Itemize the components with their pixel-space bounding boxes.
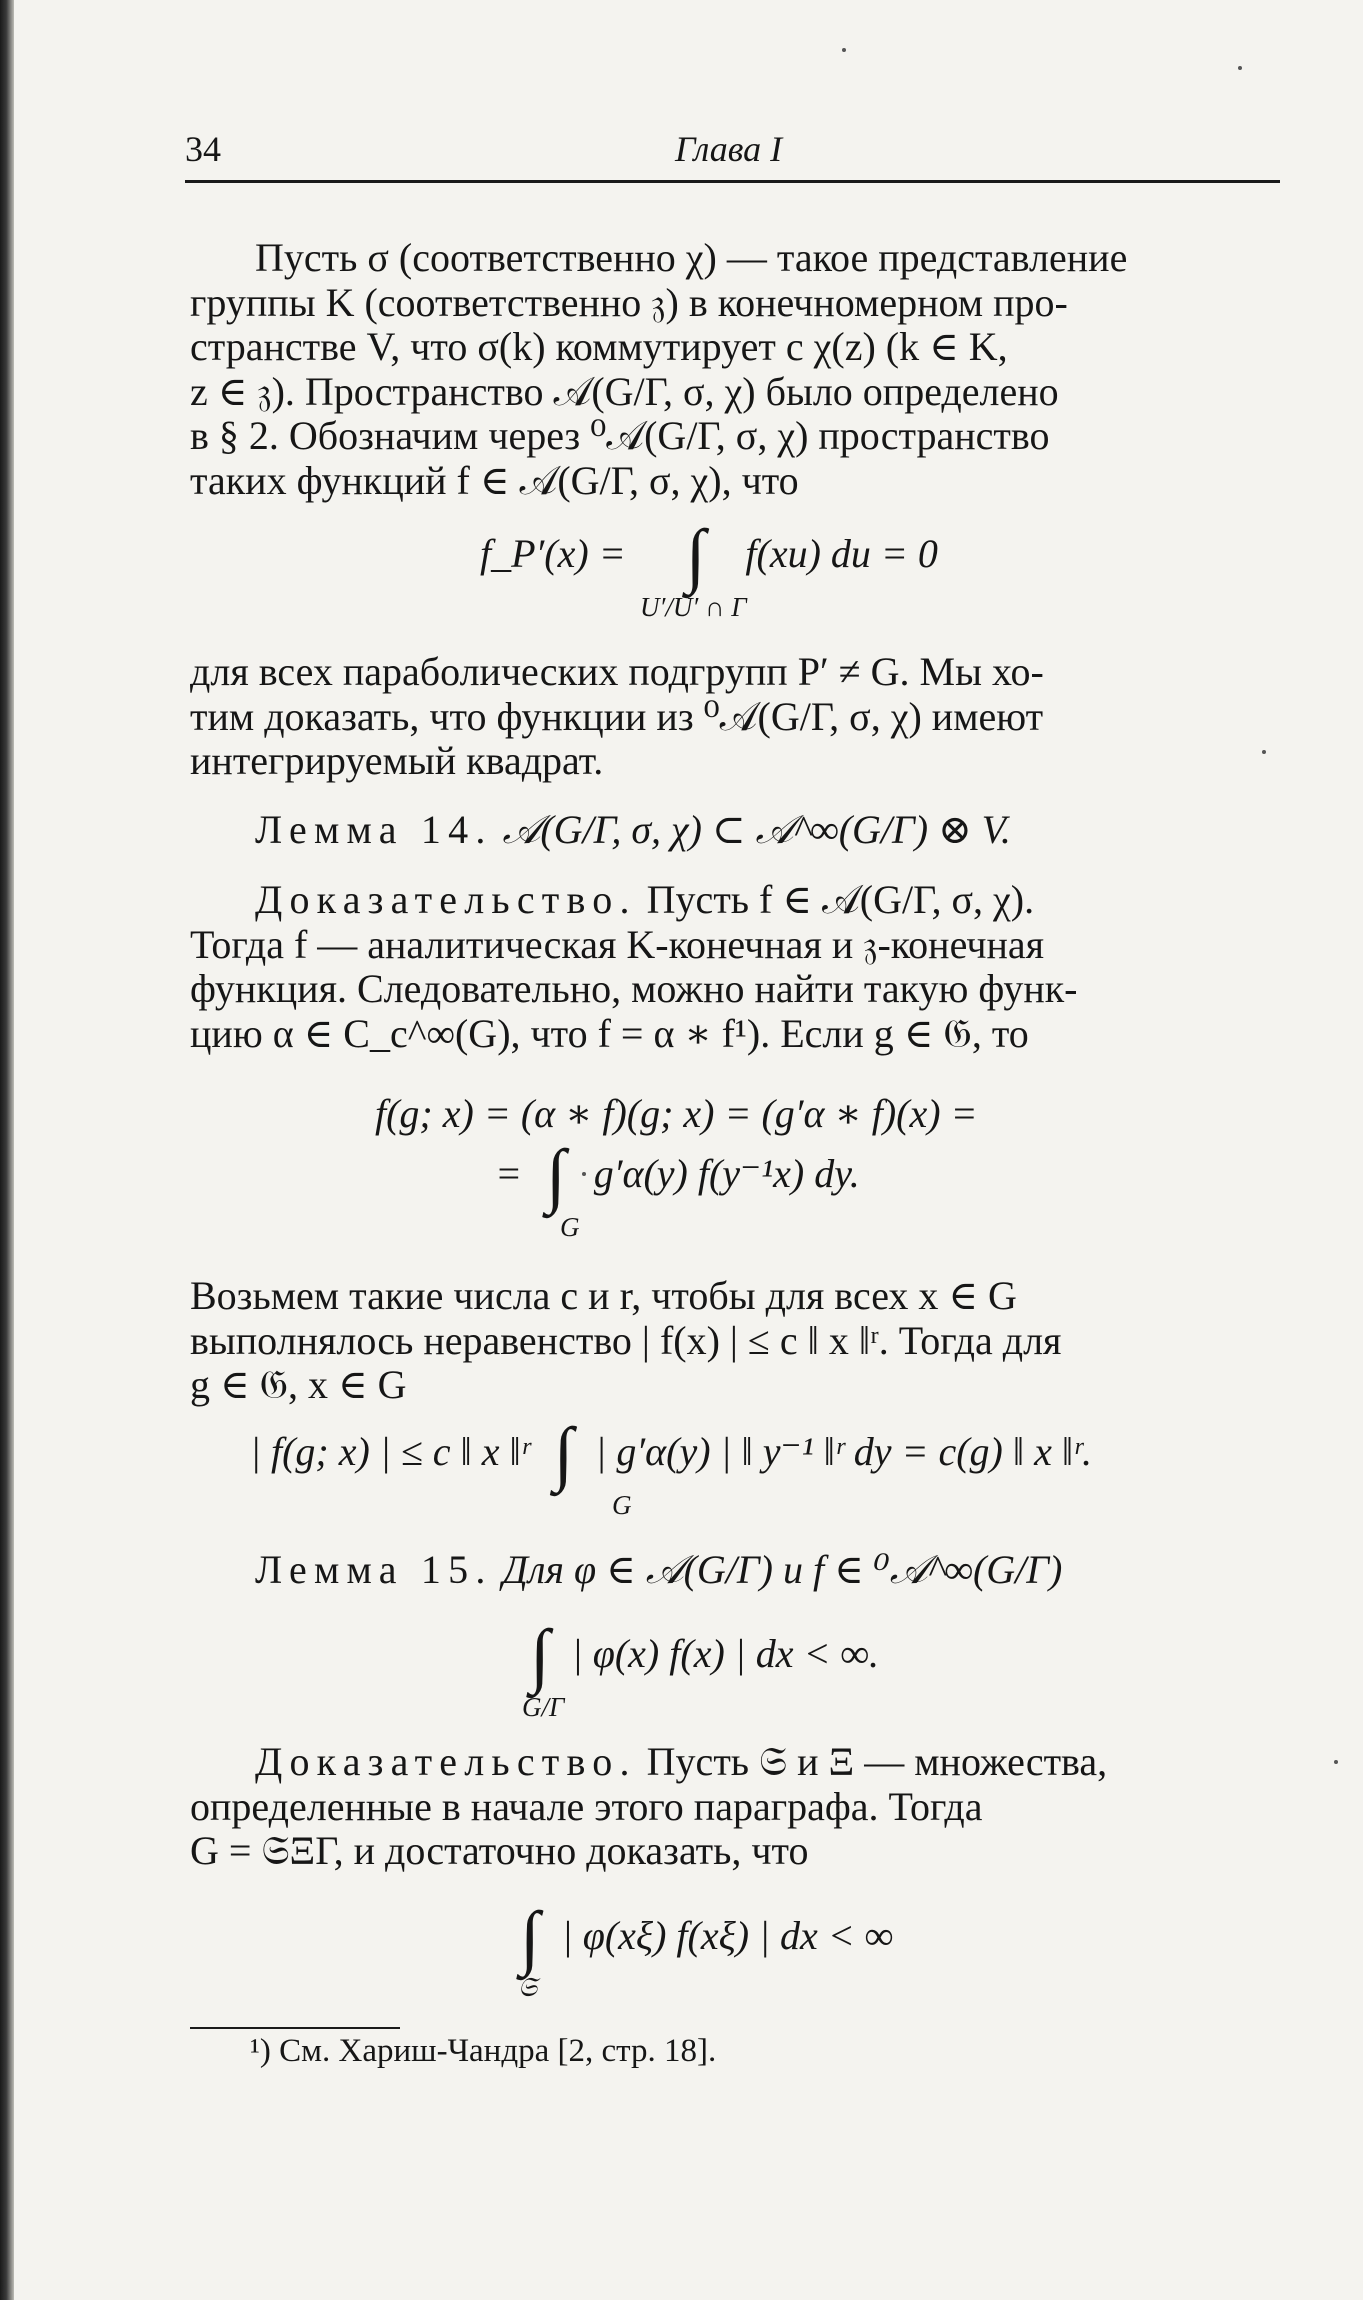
text-line: для всех параболических подгрупп P′ ≠ G. Мы хо- — [190, 649, 1044, 694]
chapter-title: Глава I — [675, 129, 783, 169]
text-line: определенные в начале этого параграфа. Тогда — [190, 1783, 983, 1829]
proof-label: Доказательство. — [255, 877, 637, 922]
scan-speck — [1334, 1760, 1338, 1764]
scan-speck — [842, 48, 846, 52]
formula-5 — [520, 1897, 894, 1977]
page-number: 34 — [185, 129, 221, 169]
text-line: Возьмем такие числа c и r, чтобы для всех x ∈ G — [190, 1273, 1017, 1318]
proof-label: Доказательство. — [255, 1739, 637, 1784]
header-rule — [185, 180, 1280, 183]
footnote-rule — [190, 2027, 400, 2029]
text-line: таких функций f ∈ 𝒜(G/Γ, σ, χ), что — [190, 457, 799, 503]
text-line: странстве V, что σ(k) коммутирует с χ(z) (k ∈ K, — [190, 324, 1008, 369]
integral-sign: ∫ — [685, 515, 706, 595]
proof-2 — [190, 1740, 1285, 1874]
text-line: Тогда f — аналитическая K-конечная и 𝔷-конечная — [190, 921, 1045, 967]
formula-integrand: | g′α(y) | ‖ y⁻¹ ‖ʳ dy = c(g) ‖ x ‖ʳ. — [595, 1429, 1092, 1474]
text-line: G = 𝔖ΞΓ, и достаточно доказать, что — [190, 1828, 809, 1873]
scan-speck — [582, 1172, 586, 1176]
integral-domain: G — [560, 1212, 580, 1242]
integral-domain: U′/U′ ∩ Γ — [640, 592, 747, 622]
lemma-statement: 𝒜(G/Γ, σ, χ) ⊂ 𝒜^∞(G/Γ) ⊗ V. — [502, 807, 1011, 852]
formula-4 — [530, 1615, 880, 1695]
formula-integrand: g′α(y) f(y⁻¹x) dy. — [593, 1151, 860, 1196]
formula-integrand: f(xu) du = 0 — [745, 531, 938, 576]
lemma-14 — [190, 808, 1285, 853]
formula-integrand: | φ(xξ) f(xξ) | dx < ∞ — [561, 1913, 894, 1958]
formula-integrand: | φ(x) f(x) | dx < ∞. — [571, 1631, 880, 1676]
formula-2-line-1: f(g; x) = (α ∗ f)(g; x) = (g′α ∗ f)(x) = — [375, 1091, 978, 1136]
lemma-label: Лемма 15. — [255, 1547, 493, 1592]
text-line: цию α ∈ C_c^∞(G), что f = α ∗ f¹). Если g ∈ 𝔊, то — [190, 1010, 1029, 1056]
formula-1 — [480, 515, 938, 595]
integral-sign: ∫ — [546, 1135, 566, 1215]
text-line: Пусть σ (соответственно χ) — такое представление — [255, 235, 1128, 280]
scan-edge — [0, 0, 14, 2300]
lemma-statement: Для φ ∈ 𝒜(G/Γ) и f ∈ ⁰𝒜^∞(G/Γ) — [502, 1547, 1063, 1592]
integral-domain: G/Γ — [522, 1692, 565, 1722]
integral-sign: ∫ — [530, 1615, 550, 1695]
text-line: выполнялось неравенство | f(x) | ≤ c ‖ x ‖ʳ. Тогда для — [190, 1317, 1062, 1363]
text-line: группы K (соответственно 𝔷) в конечномерном про- — [190, 279, 1068, 325]
text-line: интегрируемый квадрат. — [190, 738, 604, 783]
integral-domain: G — [612, 1490, 632, 1520]
lemma-15 — [190, 1548, 1285, 1593]
text-line: z ∈ 𝔷). Пространство 𝒜(G/Γ, σ, χ) было определено — [190, 368, 1059, 414]
scan-speck — [1238, 66, 1242, 70]
text-line: в § 2. Обозначим через ⁰𝒜(G/Γ, σ, χ) пространство — [190, 413, 1050, 458]
formula-3 — [250, 1413, 1092, 1493]
lemma-label: Лемма 14. — [255, 807, 493, 852]
integral-sign: ∫ — [520, 1897, 540, 1977]
proof-1 — [190, 878, 1285, 1056]
text-line: тим доказать, что функции из ⁰𝒜(G/Γ, σ, χ) имеют — [190, 693, 1044, 739]
text-line: функция. Следовательно, можно найти такую функ- — [190, 966, 1078, 1011]
text-line: Пусть f ∈ 𝒜(G/Γ, σ, χ). — [646, 877, 1035, 922]
paragraph-2 — [190, 650, 1285, 784]
paragraph-3 — [190, 1274, 1285, 1408]
integral-sign: ∫ — [553, 1413, 574, 1493]
formula-lhs: f_P′(x) = — [480, 531, 626, 576]
scan-speck — [1262, 750, 1266, 754]
footnote: ¹) См. Хариш-Чандра [2, стр. 18]. — [250, 2033, 717, 2069]
formula-lhs: | f(g; x) | ≤ c ‖ x ‖ʳ — [250, 1429, 530, 1474]
text-line: Пусть 𝔖 и Ξ — множества, — [646, 1739, 1108, 1784]
page-header — [185, 128, 1280, 188]
formula-2-line-2 — [495, 1135, 860, 1215]
paragraph-1 — [190, 236, 1285, 503]
integral-domain: 𝔖 — [518, 1972, 537, 2002]
text-line: g ∈ 𝔊, x ∈ G — [190, 1362, 407, 1407]
formula-equals: = — [495, 1151, 522, 1196]
